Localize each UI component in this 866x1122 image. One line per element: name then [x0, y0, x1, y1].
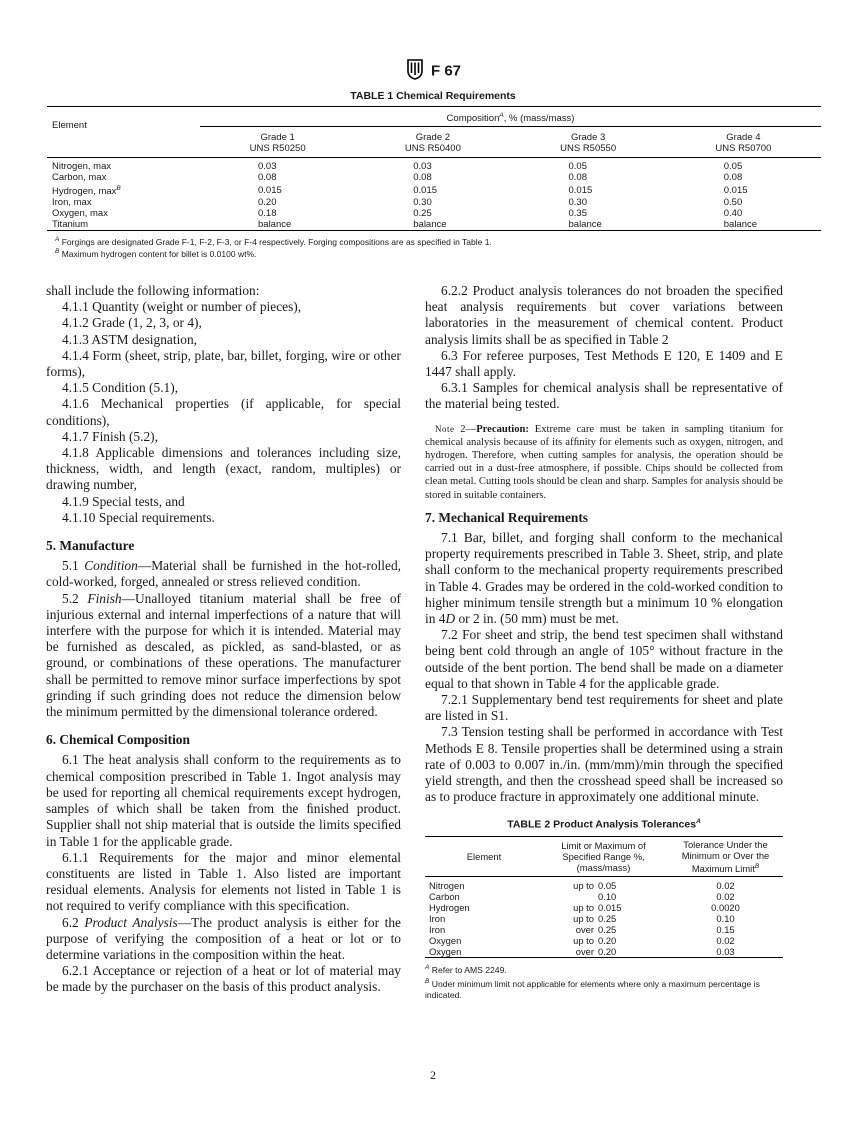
value-cell: 0.08: [258, 172, 277, 184]
table1-body: [47, 158, 821, 231]
table2-element-cell: Iron: [429, 924, 446, 936]
element-cell: Nitrogen, max: [52, 161, 112, 173]
table2-limit-cell: 0.20: [598, 946, 668, 958]
grade-header: Grade 1: [260, 132, 295, 144]
paragraph: shall include the following information:: [46, 283, 260, 298]
list-item: 4.1.5 Condition (5.1),: [62, 380, 179, 396]
uns-header: UNS R50400: [404, 143, 461, 155]
value-cell: 0.08: [413, 172, 432, 184]
table2-qual-cell: up to: [573, 880, 594, 892]
list-item: 4.1.2 Grade (1, 2, 3, or 4),: [62, 315, 202, 331]
value-cell: balance: [355, 219, 510, 231]
value-cell: 0.03: [258, 161, 277, 173]
table2-tol-cell: 0.15: [716, 924, 735, 936]
value-cell: 0.08: [568, 172, 587, 184]
table2-footnote: $^B$ Under minimum limit not applicable for elements where only a maximum percentage is indicated.: [425, 978, 760, 1001]
table2-qual-cell: up to: [573, 902, 594, 914]
table2-row: [425, 946, 783, 958]
table1: [47, 106, 821, 231]
table2-row: [425, 924, 783, 935]
uns-header: UNS R50550: [560, 143, 617, 155]
element-header: Element: [52, 119, 87, 131]
paragraph: 6.3.1 Samples for chemical analysis shall be representative of the material being tested.: [425, 380, 783, 412]
paragraph: 7.1 Bar, billet, and forging shall conform to the mechanical property requirements prescribed in Table 3. Sheet, strip, and plate shall conform to the mechanical property requirements prescribed in Table 4. Grades may be ordered in the cold-worked condition to higher minimum tensile strength but a minimum 10 % elongation in 4D or 2 in. (50 mm) must be met.: [425, 530, 783, 627]
table2-element-cell: Nitrogen: [429, 880, 465, 892]
element-cell: Iron, max: [52, 197, 92, 209]
table2-limit-cell: 0.25: [598, 913, 617, 925]
table2-element-cell: Iron: [429, 913, 446, 925]
list-item: 4.1.10 Special requirements.: [62, 509, 215, 525]
table2-tol-cell: 0.03: [668, 946, 783, 958]
value-cell: 0.015: [568, 184, 593, 196]
table2-tol-cell: 0.02: [716, 880, 735, 892]
paragraph: 7.2.1 Supplementary bend test requirements for sheet and plate are listed in S1.: [425, 692, 783, 724]
table1-row: [47, 219, 821, 231]
table2-qual-cell: over: [575, 924, 594, 936]
left-column: [46, 283, 401, 996]
table2-limit-cell: 0.015: [598, 902, 622, 914]
section-heading: 6. Chemical Composition: [46, 732, 190, 748]
grade-header: Grade 3: [570, 132, 606, 144]
element-cell: Carbon, max: [52, 172, 107, 184]
table2-row: [425, 877, 783, 892]
element-cell: Oxygen, max: [52, 208, 108, 220]
table2-limit-header: Limit or Maximum of Speciﬁed Range %, (mass/mass): [539, 837, 668, 877]
value-cell: 0.08: [723, 172, 743, 184]
table2-footnote: $^A$ Refer to AMS 2249.: [425, 964, 507, 976]
table1-row: [47, 197, 821, 208]
table2-qual-cell: up to: [573, 935, 594, 947]
table2-tol-cell: 0.02: [716, 891, 735, 903]
section-heading: 5. Manufacture: [46, 538, 135, 554]
table2-tol-cell: 0.10: [716, 913, 735, 925]
note-2: Note 2—Precaution: Extreme care must be taken in sampling titanium for chemical analysis because of its afﬁnity for elements such as oxygen, nitrogen, and hydrogen. Therefore, when cutting samples for analysis, the operation should be carried out in a dust-free atmosphere, if possible. Chips should be collected from clean metal. Cutting tools should be clean and sharp. Samples for analysis should be stored in suitable containers.: [425, 423, 784, 501]
value-cell: 0.05: [723, 161, 743, 173]
grade-header: Grade 4: [726, 132, 761, 144]
paragraph: 6.3 For referee purposes, Test Methods E 120, E 1409 and E 1447 shall apply.: [425, 347, 783, 380]
table1-footnote: $^B$ Maximum hydrogen content for billet is 0.0100 wt%.: [55, 248, 257, 259]
table2-tol-cell: 0.0020: [711, 902, 740, 914]
table2-element-cell: Oxygen: [425, 946, 539, 958]
value-cell: 0.015: [723, 184, 748, 196]
paragraph: 6.2 Product Analysis—The product analysis is either for the purpose of verifying the composition of a heat or lot or to determine variations in the composition within the heat.: [46, 914, 401, 962]
list-item: 4.1.3 ASTM designation,: [62, 331, 198, 347]
value-cell: balance: [200, 219, 355, 231]
paragraph: 7.2 For sheet and strip, the bend test specimen shall withstand being bent cold through an angle of 105° without fracture in the outside of the bent portion. The bend shall be made on a diameter equal to that shown in Table 4 for the applicable grade.: [425, 627, 783, 691]
list-item: 4.1.7 Finish (5.2),: [62, 428, 158, 444]
table2-element-header: Element: [425, 837, 539, 877]
table1-row: [47, 183, 821, 197]
uns-header: UNS R50250: [249, 143, 306, 155]
table2-tol-cell: 0.02: [716, 935, 735, 947]
document-header: [0, 58, 866, 84]
designation: F 67: [430, 62, 461, 80]
uns-header: UNS R50700: [715, 143, 772, 155]
table1-title: TABLE 1 Chemical Requirements: [350, 90, 516, 102]
value-cell: 0.18: [258, 208, 277, 220]
value-cell: 0.20: [258, 197, 277, 209]
grade-header: Grade 2: [415, 132, 451, 144]
paragraph: 6.2.1 Acceptance or rejection of a heat or lot of material may be made by the purchaser on the basis of this product analysis.: [46, 963, 401, 995]
element-cell: Hydrogen, $\max^B$: [52, 185, 121, 198]
page-number: 2: [430, 1068, 436, 1082]
value-cell: 0.30: [568, 197, 587, 209]
table1-footnote: $^A$ Forgings are designated Grade F-1, F-2, F-3, or F-4 respectively. Forging compositions are as speciﬁed in Table 1.: [55, 236, 492, 247]
list-item: 4.1.9 Special tests, and: [62, 493, 185, 509]
table2-limit-cell: 0.10: [598, 891, 617, 903]
table2-qual-cell: [539, 891, 598, 902]
paragraph: 6.1.1 Requirements for the major and minor elemental constituents are listed in Table 1. Also listed are important residual elements. Analysis for elements not listed in Table 1 is not required to verify compliance with this speciﬁcation.: [46, 849, 401, 914]
value-cell: 0.35: [568, 208, 587, 220]
paragraph: 6.2.2 Product analysis tolerances do not broaden the speciﬁed heat analysis requirements but cover variations between laboratories in the measurement of chemical content. Product analysis limits shall be as speciﬁed in Table 2: [425, 283, 783, 347]
table2-limit-cell: 0.05: [598, 880, 617, 892]
table2-limit-cell: 0.25: [598, 924, 617, 936]
value-cell: 0.25: [413, 208, 432, 220]
list-item: 4.1.4 Form (sheet, strip, plate, bar, billet, forging, wire or other forms),: [46, 347, 401, 380]
value-cell: balance: [666, 219, 821, 231]
paragraph: 6.1 The heat analysis shall conform to the requirements as to chemical composition prescribed in Table 1. Ingot analysis may be used for reporting all chemical requirements except hydrogen, samples of which shall be taken from the ﬁnished product. Supplier shall not ship material that is outside the limits speciﬁed in Table 1 for the applicable grade.: [46, 752, 401, 849]
table2-element-cell: Hydrogen: [429, 902, 470, 914]
value-cell: 0.015: [258, 184, 282, 196]
paragraph: 7.3 Tension testing shall be performed in accordance with Test Methods E 8. Tensile properties shall be determined using a strain rate of 0.003 to 0.007 in./in. (mm/mm)/min through the speciﬁed yield strength, and then the crosshead speed shall be increased so as to produce fracture in approximately one additional minute.: [425, 724, 783, 805]
section-heading: 7. Mechanical Requirements: [425, 509, 589, 525]
table2-element-cell: Carbon: [429, 891, 460, 903]
value-cell: 0.30: [413, 197, 432, 209]
value-cell: 0.50: [723, 197, 743, 209]
table2-element-cell: Oxygen: [429, 935, 462, 947]
element-cell: Titanium: [47, 219, 200, 231]
table2-row: [425, 891, 783, 902]
paragraph: 5.1 Condition—Material shall be furnished in the hot-rolled, cold-worked, forged, annealed or stress relieved condition.: [46, 558, 401, 590]
table1-row: [47, 208, 821, 219]
table2-title: TABLE 2 Product Analysis Tolerances$^A$: [507, 817, 701, 830]
list-item: 4.1.8 Applicable dimensions and tolerances including size, thickness, width, and length (exact, random, multiples) or drawing number,: [46, 445, 401, 493]
table2-row: [425, 913, 783, 924]
astm-logo-icon: [405, 58, 425, 84]
table2: [425, 836, 783, 958]
list-item: 4.1.6 Mechanical properties (if applicable, for special conditions),: [46, 396, 401, 428]
table1-row: [47, 172, 821, 183]
table2-body: [425, 877, 783, 958]
composition-header: Composition$^A$, % (mass/mass): [200, 107, 821, 127]
table2-row: [425, 935, 783, 946]
table1-row: [47, 158, 821, 173]
table2-tolerance-header: Tolerance Under the Minimum or Over the Maximum Limit$^B$: [668, 837, 783, 877]
value-cell: 0.015: [413, 184, 438, 196]
value-cell: 0.03: [413, 161, 432, 173]
table2-qual-cell: over: [539, 946, 598, 958]
value-cell: balance: [511, 219, 666, 231]
right-column: [425, 283, 783, 1001]
table2-row: [425, 902, 783, 913]
table2-limit-cell: 0.20: [598, 935, 617, 947]
value-cell: 0.40: [723, 208, 743, 220]
table2-qual-cell: up to: [573, 913, 594, 925]
value-cell: 0.05: [568, 161, 587, 173]
list-item: 4.1.1 Quantity (weight or number of pieces),: [62, 299, 302, 315]
paragraph: 5.2 Finish—Unalloyed titanium material shall be free of injurious external and internal imperfections of a nature that will interfere with the purpose for which it is intended. Material may be furnished as descaled, as pickled, as sand-blasted, or as ground, or combinations of these operations. The manufacturer shall be permitted to remove minor surface imperfections by spot grinding if such grinding does not reduce the dimension below the minimum permitted by the dimensional tolerance ordered.: [46, 590, 401, 720]
